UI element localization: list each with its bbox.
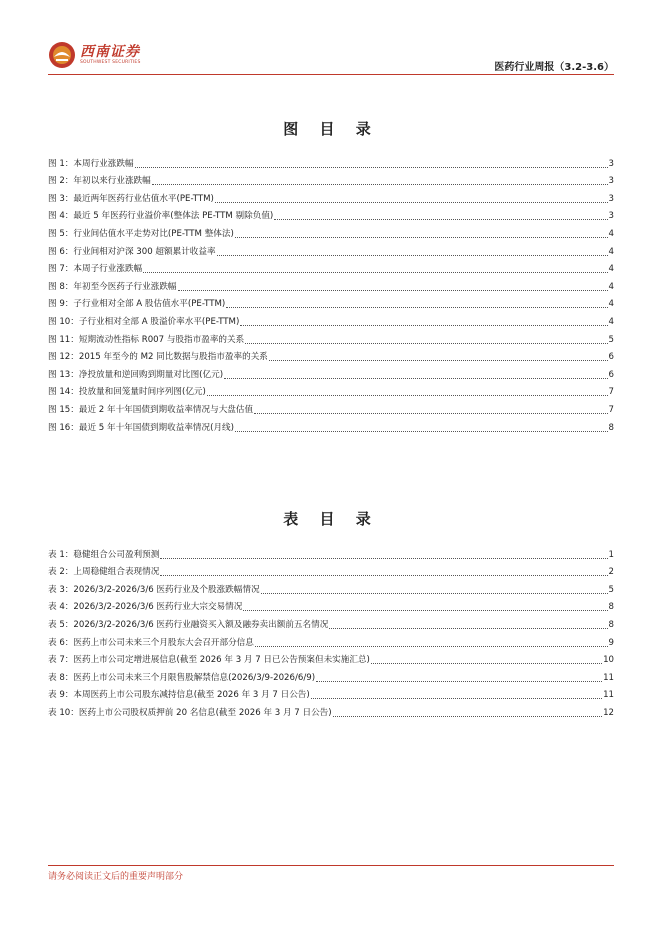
table-entry-page-number: 9 bbox=[608, 637, 614, 648]
table-entry-page-number: 12 bbox=[603, 707, 614, 718]
dot-leader bbox=[371, 662, 602, 664]
dot-leader bbox=[261, 592, 608, 594]
figure-entry[interactable] bbox=[48, 152, 614, 170]
table-entry[interactable] bbox=[48, 684, 614, 702]
figure-entry-page-number: 8 bbox=[608, 422, 614, 433]
figure-entry[interactable] bbox=[48, 187, 614, 205]
table-entry-page-number: 11 bbox=[603, 672, 614, 683]
figure-entry-label: 图 3：最近两年医药行业估值水平(PE-TTM) bbox=[48, 193, 214, 204]
disclaimer: 请务必阅读正文后的重要声明部分 bbox=[48, 872, 184, 882]
table-entry-page-number: 8 bbox=[608, 602, 614, 613]
figure-entry-label: 图 14：投放量和回笼量时间序列图(亿元) bbox=[48, 387, 206, 398]
dot-leader bbox=[274, 218, 607, 220]
figure-entry[interactable] bbox=[48, 381, 614, 399]
figure-entry[interactable] bbox=[48, 205, 614, 223]
figure-entry-page-number: 3 bbox=[608, 193, 614, 204]
table-entry-page-number: 11 bbox=[603, 690, 614, 701]
dot-leader bbox=[160, 557, 607, 559]
dot-leader bbox=[178, 289, 608, 291]
dot-leader bbox=[311, 697, 602, 699]
dot-leader bbox=[245, 342, 607, 344]
figure-entry[interactable] bbox=[48, 416, 614, 434]
table-entry[interactable] bbox=[48, 543, 614, 561]
figure-entry-page-number: 3 bbox=[608, 211, 614, 222]
dot-leader bbox=[135, 166, 608, 168]
figure-entry-label: 图 5：行业间估值水平走势对比(PE-TTM 整体法) bbox=[48, 228, 234, 239]
table-entry-label: 表 4：2026/3/2-2026/3/6 医药行业大宗交易情况 bbox=[48, 602, 243, 613]
figure-entry-label: 图 6：行业间相对沪深 300 超额累计收益率 bbox=[48, 246, 216, 257]
figure-entry-label: 图 9：子行业相对全部 A 股估值水平(PE-TTM) bbox=[48, 299, 226, 310]
figure-entry-page-number: 4 bbox=[608, 299, 614, 310]
figure-entry-page-number: 4 bbox=[608, 316, 614, 327]
figure-entry[interactable] bbox=[48, 398, 614, 416]
figure-entry[interactable] bbox=[48, 293, 614, 311]
table-entry-label: 表 10：医药上市公司股权质押前 20 名信息(截至 2026 年 3 月 7 日公告) bbox=[48, 707, 332, 718]
table-entry-label: 表 1：稳健组合公司盈利预测 bbox=[48, 549, 160, 560]
figure-entry[interactable] bbox=[48, 346, 614, 364]
figure-entry[interactable] bbox=[48, 258, 614, 276]
dot-leader bbox=[255, 645, 608, 647]
dot-leader bbox=[226, 306, 607, 308]
figure-entry-page-number: 4 bbox=[608, 281, 614, 292]
table-entry-label: 表 7：医药上市公司定增进展信息(截至 2026 年 3 月 7 日已公告预案但未实施汇总) bbox=[48, 655, 370, 666]
header-divider bbox=[48, 74, 614, 75]
figure-entry[interactable] bbox=[48, 222, 614, 240]
table-entry[interactable] bbox=[48, 701, 614, 719]
figure-entry-page-number: 3 bbox=[608, 176, 614, 187]
tables-list-title: 表 目 录 bbox=[283, 510, 379, 528]
table-entry-page-number: 10 bbox=[603, 655, 614, 666]
dot-leader bbox=[240, 324, 607, 326]
logo-chinese-name: 西南证券 bbox=[80, 43, 140, 60]
figure-entry[interactable] bbox=[48, 240, 614, 258]
figure-entry-label: 图 12：2015 年至今的 M2 同比数据与股指市盈率的关系 bbox=[48, 352, 268, 363]
table-entry-page-number: 1 bbox=[608, 549, 614, 560]
report-title: 医药行业周报（3.2-3.6） bbox=[494, 62, 614, 73]
figure-entry-page-number: 4 bbox=[608, 228, 614, 239]
table-entry[interactable] bbox=[48, 649, 614, 667]
figure-entry-page-number: 6 bbox=[608, 352, 614, 363]
figure-entry-page-number: 3 bbox=[608, 158, 614, 169]
dot-leader bbox=[333, 715, 602, 717]
dot-leader bbox=[329, 627, 607, 629]
dot-leader bbox=[143, 271, 607, 273]
figure-entry-label: 图 10：子行业相对全部 A 股溢价率水平(PE-TTM) bbox=[48, 316, 240, 327]
table-entry-label: 表 6：医药上市公司未来三个月股东大会召开部分信息 bbox=[48, 637, 254, 648]
figure-entry[interactable] bbox=[48, 328, 614, 346]
dot-leader bbox=[215, 201, 608, 203]
footer-divider bbox=[48, 865, 614, 866]
figure-entry-label: 图 15：最近 2 年十年国债到期收益率情况与大盘估值 bbox=[48, 404, 254, 415]
table-entry[interactable] bbox=[48, 578, 614, 596]
table-entry[interactable] bbox=[48, 596, 614, 614]
table-entry-page-number: 2 bbox=[608, 567, 614, 578]
figure-entry[interactable] bbox=[48, 170, 614, 188]
figure-entry-page-number: 5 bbox=[608, 334, 614, 345]
figure-entry-label: 图 1：本周行业涨跌幅 bbox=[48, 158, 134, 169]
dot-leader bbox=[243, 609, 607, 611]
figure-entry-label: 图 4：最近 5 年医药行业溢价率(整体法 PE-TTM 剔除负值) bbox=[48, 211, 274, 222]
table-entry-label: 表 2：上周稳健组合表现情况 bbox=[48, 567, 160, 578]
figure-entry-label: 图 16：最近 5 年十年国债到期收益率情况(月线) bbox=[48, 422, 234, 433]
logo-icon bbox=[48, 41, 76, 69]
dot-leader bbox=[269, 359, 608, 361]
figure-entry-label: 图 8：年初至今医药子行业涨跌幅 bbox=[48, 281, 177, 292]
table-entry-page-number: 5 bbox=[608, 584, 614, 595]
figures-list-title: 图 目 录 bbox=[283, 120, 379, 138]
figure-entry-label: 图 7：本周子行业涨跌幅 bbox=[48, 264, 143, 275]
dot-leader bbox=[152, 183, 608, 185]
table-entry[interactable] bbox=[48, 631, 614, 649]
figure-entry-page-number: 6 bbox=[608, 369, 614, 380]
table-entry-label: 表 3：2026/3/2-2026/3/6 医药行业及个股涨跌幅情况 bbox=[48, 584, 260, 595]
table-entry[interactable] bbox=[48, 613, 614, 631]
table-entry-page-number: 8 bbox=[608, 619, 614, 630]
dot-leader bbox=[235, 430, 608, 432]
dot-leader bbox=[207, 394, 608, 396]
table-entry-label: 表 8：医药上市公司未来三个月限售股解禁信息(2026/3/9-2026/6/9) bbox=[48, 672, 316, 683]
figure-entry-label: 图 11：短期流动性指标 R007 与股指市盈率的关系 bbox=[48, 334, 245, 345]
table-entry[interactable] bbox=[48, 666, 614, 684]
table-entry-label: 表 5：2026/3/2-2026/3/6 医药行业融资买入额及融券卖出额前五名情况 bbox=[48, 619, 329, 630]
dot-leader bbox=[254, 412, 607, 414]
table-entry[interactable] bbox=[48, 561, 614, 579]
dot-leader bbox=[217, 254, 608, 256]
page-header bbox=[0, 0, 662, 80]
dot-leader bbox=[316, 680, 602, 682]
figure-entry[interactable] bbox=[48, 275, 614, 293]
figure-entry-label: 图 2：年初以来行业涨跌幅 bbox=[48, 176, 151, 187]
table-entry-label: 表 9：本周医药上市公司股东减持信息(截至 2026 年 3 月 7 日公告) bbox=[48, 690, 310, 701]
dot-leader bbox=[224, 377, 607, 379]
logo-english-name: SOUTHWEST SECURITIES bbox=[80, 59, 141, 65]
dot-leader bbox=[160, 574, 607, 576]
dot-leader bbox=[235, 236, 608, 238]
figure-entry[interactable] bbox=[48, 310, 614, 328]
company-logo bbox=[48, 39, 141, 71]
figure-entry-page-number: 7 bbox=[608, 404, 614, 415]
figure-entry-page-number: 7 bbox=[608, 387, 614, 398]
tables-list bbox=[48, 543, 614, 719]
figure-entry-page-number: 4 bbox=[608, 264, 614, 275]
figure-entry[interactable] bbox=[48, 363, 614, 381]
figure-entry-page-number: 4 bbox=[608, 246, 614, 257]
figures-list bbox=[48, 152, 614, 434]
figure-entry-label: 图 13：净投放量和逆回购到期量对比图(亿元) bbox=[48, 369, 224, 380]
